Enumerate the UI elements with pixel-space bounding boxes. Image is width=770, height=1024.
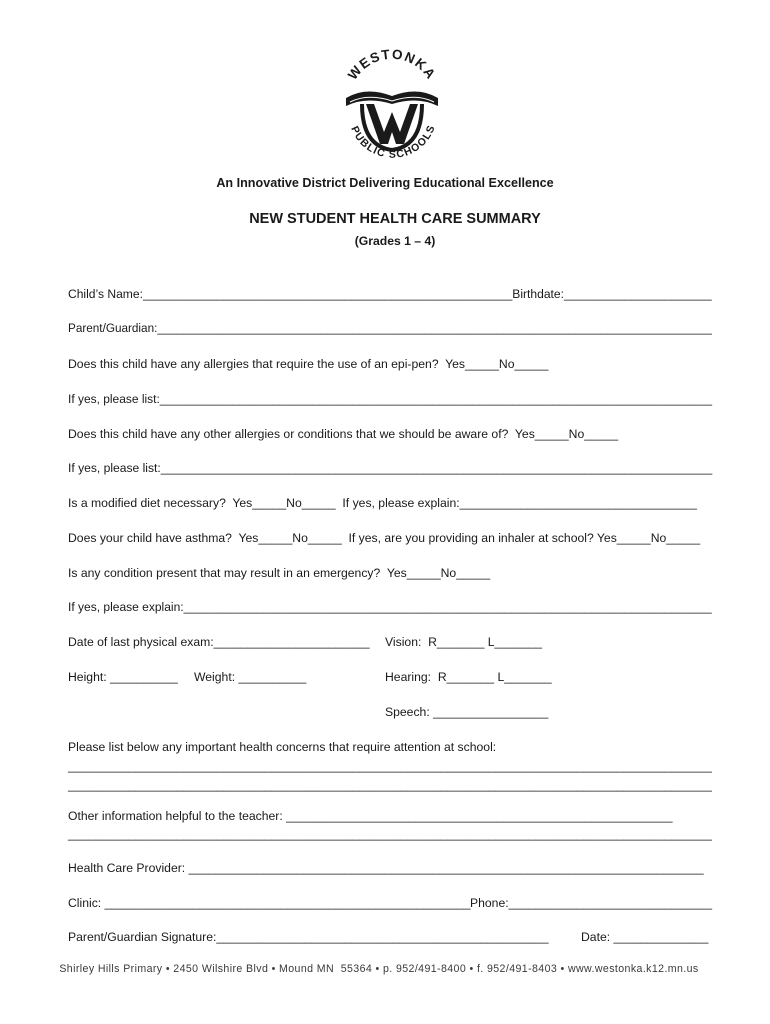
- health-concerns-line-1[interactable]: _______________________________________________________________________________________________: [68, 759, 712, 773]
- childs-name-birthdate-field[interactable]: Child’s Name:_______________________________________________________Birthdate:______________________: [68, 287, 712, 301]
- other-info-field[interactable]: Other information helpful to the teacher: _________________________________________________________: [68, 809, 673, 823]
- signature-field[interactable]: Parent/Guardian Signature:_________________________________________________: [68, 930, 549, 944]
- phone-field[interactable]: Phone:______________________________: [470, 896, 712, 910]
- logo-bottom-text: PUBLIC SCHOOLS: [348, 122, 438, 161]
- footer-address: Shirley Hills Primary • 2450 Wilshire Blvd • Mound MN 55364 • p. 952/491-8400 • f. 952/491-8403 • www.westonka.k12.mn.us: [59, 963, 699, 975]
- modified-diet-question[interactable]: Is a modified diet necessary? Yes_____No_____ If yes, please explain:___________________________________: [68, 496, 697, 510]
- parent-guardian-field[interactable]: Parent/Guardian:_____________________________________________________________________________________: [68, 321, 712, 335]
- vision-field[interactable]: Vision: R_______ L_______: [385, 635, 542, 649]
- emergency-condition-question[interactable]: Is any condition present that may result in an emergency? Yes_____No_____: [68, 566, 491, 580]
- other-allergies-list-field[interactable]: If yes, please list:__________________________________________________________________________________: [68, 461, 713, 475]
- other-allergies-question[interactable]: Does this child have any other allergies or conditions that we should be aware of? Yes_____No_____: [68, 427, 619, 441]
- tagline: An Innovative District Delivering Educational Excellence: [216, 176, 554, 190]
- book-w-icon: [336, 46, 448, 164]
- emergency-explain-field[interactable]: If yes, please explain:_______________________________________________________________________________: [68, 600, 712, 614]
- westonka-logo: [336, 46, 448, 164]
- weight-field[interactable]: Weight: __________: [194, 670, 307, 684]
- health-provider-field[interactable]: Health Care Provider: ____________________________________________________________________________: [68, 861, 704, 875]
- svg-text:WESTONKA: [345, 46, 439, 82]
- speech-field[interactable]: Speech: _________________: [385, 705, 549, 719]
- clinic-field[interactable]: Clinic: ______________________________________________________: [68, 896, 471, 910]
- date-field[interactable]: Date: ______________: [581, 930, 709, 944]
- logo-top-text: WESTONKA: [344, 46, 440, 83]
- health-concerns-line-2[interactable]: _______________________________________________________________________________________________: [68, 778, 712, 792]
- asthma-question[interactable]: Does your child have asthma? Yes_____No_____ If yes, are you providing an inhaler at school? Yes_____No_____: [68, 531, 701, 545]
- form-title: NEW STUDENT HEALTH CARE SUMMARY: [249, 211, 541, 227]
- epipen-question[interactable]: Does this child have any allergies that require the use of an epi-pen? Yes_____No_____: [68, 357, 549, 371]
- hearing-field[interactable]: Hearing: R_______ L_______: [385, 670, 552, 684]
- form-subtitle: (Grades 1 – 4): [354, 234, 436, 248]
- height-field[interactable]: Height: __________: [68, 670, 178, 684]
- health-concerns-label: Please list below any important health concerns that require attention at school:: [68, 740, 497, 754]
- last-physical-field[interactable]: Date of last physical exam:_______________________: [68, 635, 370, 649]
- allergies-list-field[interactable]: If yes, please list:___________________________________________________________________________________: [68, 392, 713, 406]
- other-info-line[interactable]: _______________________________________________________________________________________________: [68, 827, 712, 841]
